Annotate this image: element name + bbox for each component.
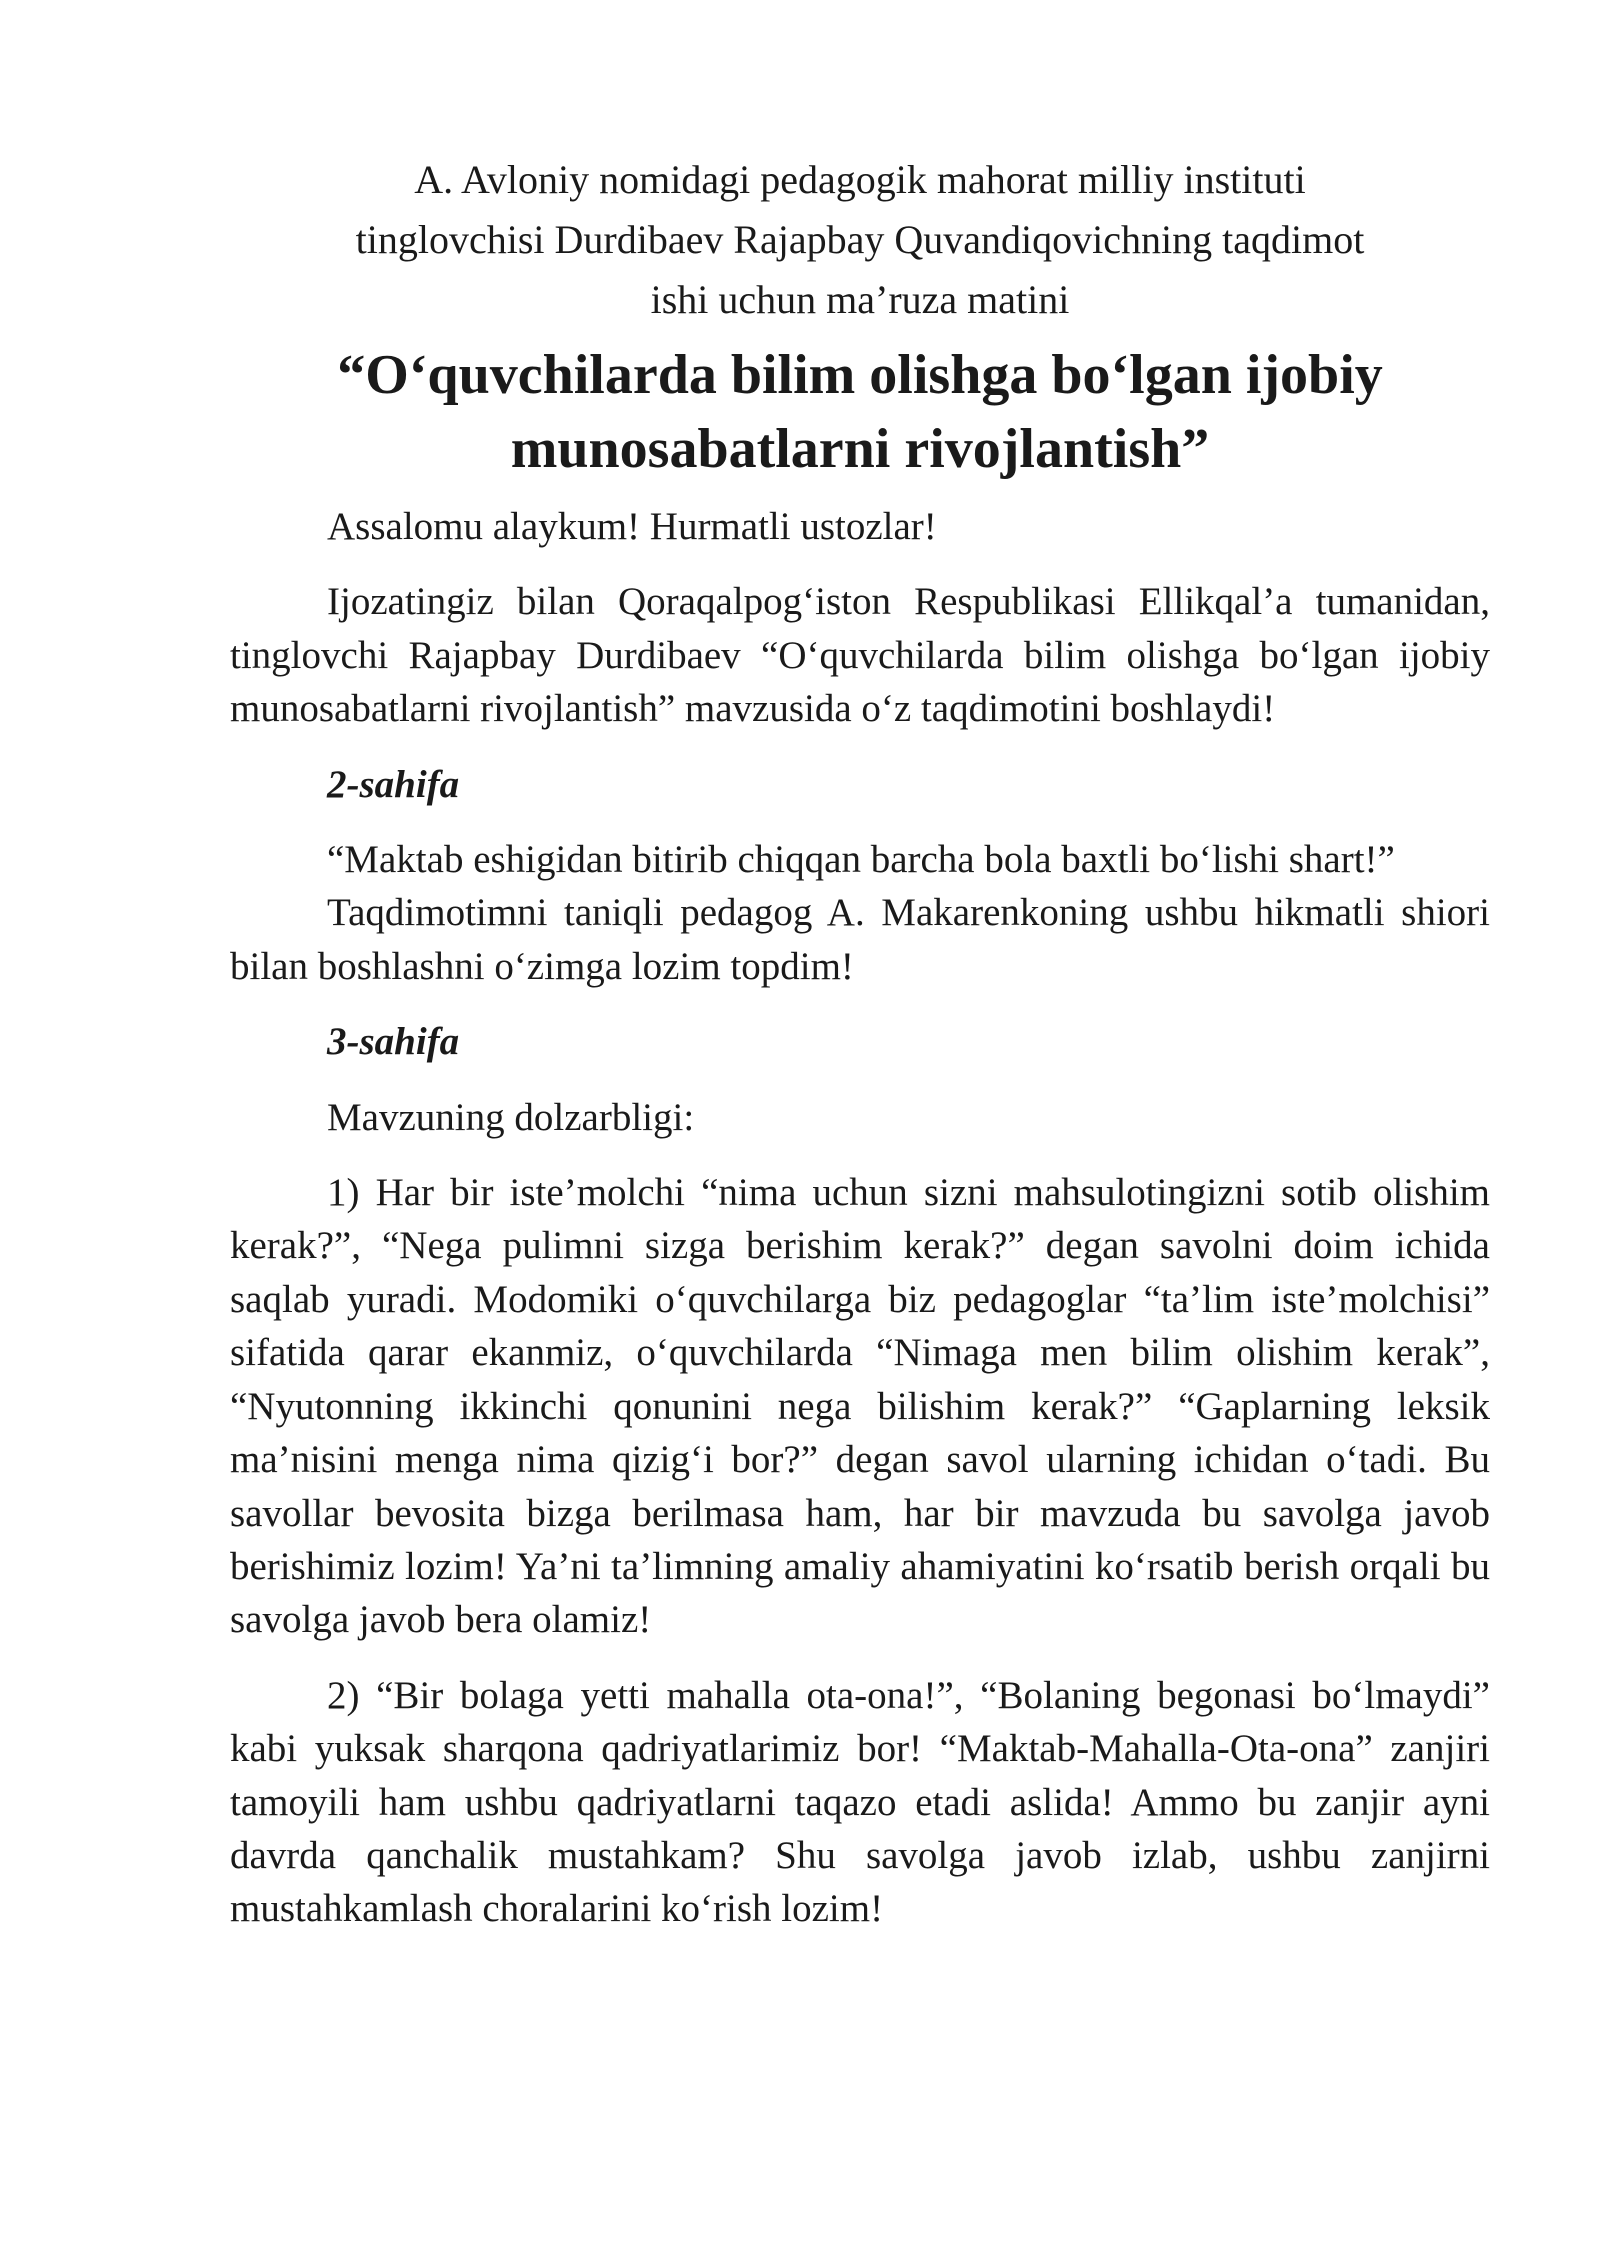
- section-2-quote: “Maktab eshigidan bitirib chiqqan barcha bola baxtli bo‘lishi shart!”: [327, 838, 1395, 882]
- title-line-2: munosabatlarni rivojlantish”: [510, 418, 1210, 480]
- document-title: [230, 338, 1490, 486]
- section-3-subheading: Mavzuning dolzarbligi:: [327, 1095, 695, 1139]
- title-line-1: “O‘quvchilarda bilim olishga bo‘lgan ijobiy: [337, 344, 1383, 406]
- intro-paragraph: Ijozatingiz bilan Qoraqalpog‘iston Respublikasi Ellikqal’a tumanidan, tinglovchi Rajapbay Durdibaev “O‘quvchilarda bilim olishga bo‘lgan ijobiy munosabatlarni rivojlantish” mavzusida o‘z taqdimotini boshlaydi!: [230, 580, 1490, 731]
- section-2-text: Taqdimotimni taniqli pedagog A. Makarenkoning ushbu hikmatli shiori bilan boshlashni o‘zimga lozim topdim!: [230, 891, 1490, 988]
- header-line-3: ishi uchun ma’ruza matini: [650, 277, 1070, 322]
- header-line-1: A. Avloniy nomidagi pedagogik mahorat milliy instituti: [414, 157, 1306, 202]
- document-page: [230, 150, 1490, 1936]
- point-2-paragraph: 2) “Bir bolaga yetti mahalla ota-ona!”, “Bolaning begonasi bo‘lmaydi” kabi yuksak sharqona qadriyatlarimiz bor! “Maktab-Mahalla-Ota-ona” zanjiri tamoyili ham ushbu qadriyatlarni taqazo etadi aslida! Ammo bu zanjir ayni davrda qanchalik mustahkam? Shu savolga javob izlab, ushbu zanjirni mustahkamlash choralarini ko‘rish lozim!: [230, 1673, 1490, 1931]
- document-header: [230, 150, 1490, 330]
- section-2-heading: 2-sahifa: [327, 762, 460, 806]
- point-1-paragraph: 1) Har bir iste’molchi “nima uchun sizni mahsulotingizni sotib olishim kerak?”, “Nega pulimni sizga berishim kerak?” degan savolni doim ichida saqlab yuradi. Modomiki o‘quvchilarga biz pedagoglar “ta’lim iste’molchisi” sifatida qarar ekanmiz, o‘quvchilarda “Nimaga men bilim olishim kerak”, “Nyutonning ikkinchi qonunini nega bilishim kerak?” “Gaplarning leksik ma’nisini menga nima qizig‘i bor?” degan savol ularning ichidan o‘tadi. Bu savollar bevosita bizga berilmasa ham, har bir mavzuda bu savolga javob berishimiz lozim! Ya’ni ta’limning amaliy ahamiyatini ko‘rsatib berish orqali bu savolga javob bera olamiz!: [230, 1171, 1490, 1642]
- greeting: Assalomu alaykum! Hurmatli ustozlar!: [327, 505, 937, 548]
- section-3-heading: 3-sahifa: [327, 1020, 460, 1064]
- header-line-2: tinglovchisi Durdibaev Rajapbay Quvandiqovichning taqdimot: [355, 217, 1365, 262]
